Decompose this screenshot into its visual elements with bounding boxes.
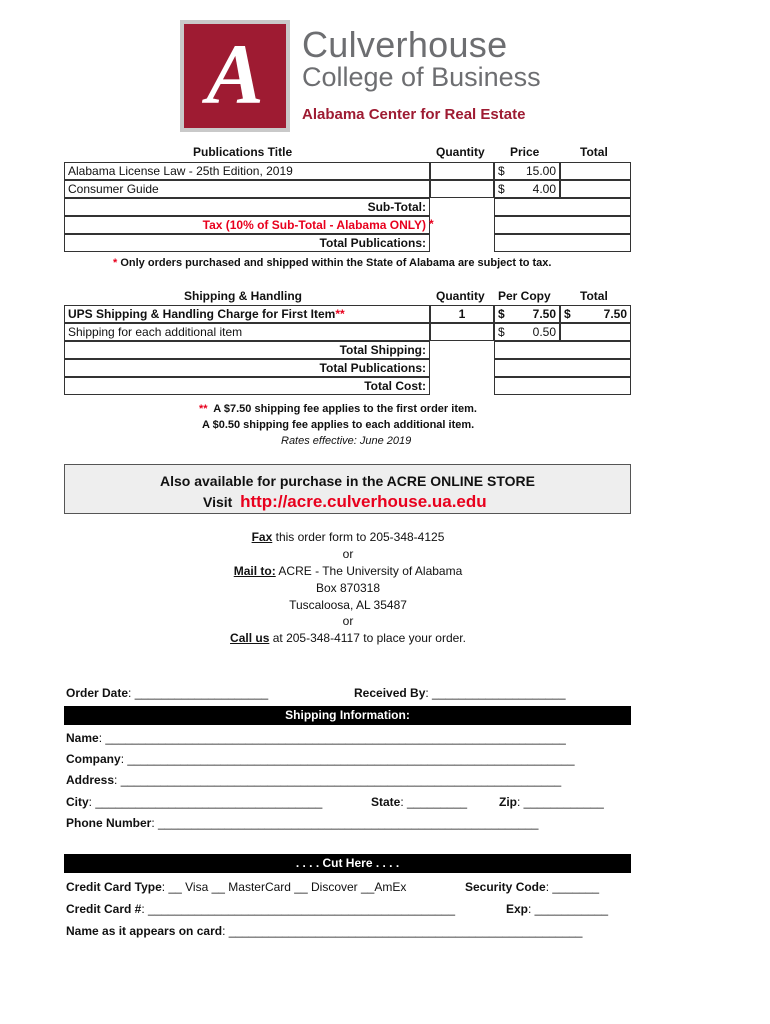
pub-tax-value [494, 216, 631, 234]
phone-line: : _________________________________________________________ [151, 816, 539, 830]
currency-sign: $ [498, 307, 505, 321]
city-label: City [66, 795, 89, 809]
state-label: State [371, 795, 401, 809]
company-field[interactable] [66, 752, 575, 766]
ship-first-item-text: UPS Shipping & Handling Charge for First Item [68, 307, 336, 321]
ship-first-per-copy [494, 305, 560, 323]
address-field[interactable] [66, 773, 561, 787]
tax-note-star: * [113, 257, 118, 269]
ship-additional-per-copy [494, 323, 560, 341]
ship-first-stars: ** [335, 307, 345, 321]
online-store-title: Also available for purchase in the ACRE ONLINE STORE [160, 473, 535, 489]
currency-sign: $ [498, 325, 505, 339]
fax-text: this order form to 205-348-4125 [272, 530, 445, 544]
tax-asterisk: * [429, 217, 434, 231]
shipping-info-bar: Shipping Information: [64, 706, 631, 725]
currency-sign: $ [498, 182, 505, 196]
name-label: Name [66, 731, 99, 745]
pub-row-total [560, 162, 631, 180]
brand-acre: Alabama Center for Real Estate [302, 106, 526, 123]
visit-label: Visit [203, 494, 233, 510]
or-2: or [342, 614, 354, 628]
shipping-note-2: A $0.50 shipping fee applies to each additional item. [202, 419, 475, 431]
shipping-note-stars: ** [199, 403, 208, 415]
pub-row-price [494, 162, 560, 180]
total-cost-value [494, 377, 631, 395]
online-store-visit [203, 492, 487, 512]
name-field[interactable] [66, 731, 566, 745]
order-date-line: : ____________________ [128, 686, 269, 700]
zip-field[interactable] [499, 795, 604, 809]
cc-num-label: Credit Card # [66, 902, 142, 916]
phone-field[interactable] [66, 816, 538, 830]
ship-additional-quantity[interactable] [430, 323, 494, 341]
total-cost-label: Total Cost: [64, 377, 430, 395]
pub-row-total [560, 180, 631, 198]
fax-label: Fax [251, 530, 273, 544]
cut-here-bar: . . . . Cut Here . . . . [64, 854, 631, 873]
currency-sign: $ [564, 307, 571, 321]
pub-total-value [494, 234, 631, 252]
store-url-link[interactable]: http://acre.culverhouse.ua.edu [240, 492, 487, 511]
brand-college: College of Business [302, 62, 541, 92]
per-copy-value: 7.50 [532, 307, 556, 321]
currency-sign: $ [498, 164, 505, 178]
name-on-card-field[interactable] [66, 924, 582, 938]
call-line [0, 631, 696, 645]
ship-total-publications-value [494, 359, 631, 377]
mail-box: Box 870318 [315, 581, 381, 595]
call-label: Call us [230, 631, 270, 645]
received-by-line: : ____________________ [425, 686, 566, 700]
ship-first-total [560, 305, 631, 323]
company-label: Company [66, 752, 121, 766]
address-line: : __________________________________________________________________ [114, 773, 562, 787]
security-label: Security Code [465, 880, 546, 894]
cc-type-options: : __ Visa __ MasterCard __ Discover __AmEx [161, 880, 407, 894]
mail-line [0, 564, 696, 578]
city-line: : __________________________________ [88, 795, 323, 809]
ship-first-item-label [64, 305, 430, 323]
ship-additional-total [560, 323, 631, 341]
price-value: 4.00 [532, 182, 556, 196]
mail-city: Tuscaloosa, AL 35487 [289, 598, 407, 612]
state-field[interactable] [371, 795, 467, 809]
total-shipping-label: Total Shipping: [64, 341, 430, 359]
brand-culverhouse: Culverhouse [302, 24, 508, 65]
credit-card-number-field[interactable] [66, 902, 455, 916]
phone-label: Phone Number [66, 816, 152, 830]
order-date-field[interactable] [66, 686, 268, 700]
call-text: at 205-348-4117 to place your order. [269, 631, 466, 645]
mail-label: Mail to: [233, 564, 276, 578]
pub-header-total: Total [580, 145, 608, 159]
company-line: : ___________________________________________________________________ [120, 752, 575, 766]
logo-letter: A [206, 26, 264, 122]
credit-card-type-field[interactable] [66, 880, 406, 894]
or-1: or [342, 547, 354, 561]
pub-tax-label [64, 216, 430, 234]
pub-row-title: Alabama License Law - 25th Edition, 2019 [64, 162, 430, 180]
ship-header-per-copy: Per Copy [498, 289, 551, 303]
order-date-label: Order Date [66, 686, 129, 700]
pub-total-label: Total Publications: [64, 234, 430, 252]
exp-label: Exp [506, 902, 529, 916]
ship-header-quantity: Quantity [436, 289, 485, 303]
cc-num-line: : ______________________________________________ [141, 902, 456, 916]
online-store-box [64, 464, 631, 514]
exp-field[interactable] [506, 902, 608, 916]
ship-header-total: Total [580, 289, 608, 303]
per-copy-value: 0.50 [532, 325, 556, 339]
rates-effective: Rates effective: June 2019 [281, 435, 412, 447]
security-code-field[interactable] [465, 880, 599, 894]
total-value: 7.50 [603, 307, 627, 321]
pub-header-title: Publications Title [193, 145, 293, 159]
zip-label: Zip [499, 795, 517, 809]
fax-line [0, 530, 696, 544]
name-line: : _____________________________________________________________________ [98, 731, 566, 745]
city-field[interactable] [66, 795, 322, 809]
state-line: : _________ [400, 795, 468, 809]
ship-first-quantity[interactable]: 1 [430, 305, 494, 323]
pub-row-price [494, 180, 560, 198]
name-card-line: : _____________________________________________________ [222, 924, 583, 938]
received-by-field[interactable] [354, 686, 566, 700]
tax-note-text: Only orders purchased and shipped within the State of Alabama are subject to tax. [120, 257, 552, 269]
shipping-note-1-text: A $7.50 shipping fee applies to the first order item. [213, 403, 477, 415]
pub-row-title: Consumer Guide [64, 180, 430, 198]
cc-type-label: Credit Card Type [66, 880, 162, 894]
pub-row-quantity[interactable] [430, 180, 494, 198]
address-label: Address [66, 773, 115, 787]
exp-line: : ___________ [528, 902, 609, 916]
mail-text: ACRE - The University of Alabama [275, 564, 463, 578]
received-by-label: Received By [354, 686, 426, 700]
shipping-note-1 [199, 403, 477, 415]
pub-subtotal-value [494, 198, 631, 216]
zip-line: : ____________ [517, 795, 604, 809]
ship-additional-label: Shipping for each additional item [64, 323, 430, 341]
price-value: 15.00 [525, 164, 556, 178]
pub-header-price: Price [510, 145, 540, 159]
ship-total-publications-label: Total Publications: [64, 359, 430, 377]
security-line: : _______ [545, 880, 600, 894]
ship-header-title: Shipping & Handling [184, 289, 302, 303]
pub-subtotal-label: Sub-Total: [64, 198, 430, 216]
pub-row-quantity[interactable] [430, 162, 494, 180]
tax-label-text: Tax (10% of Sub-Total - Alabama ONLY) [202, 218, 426, 232]
pub-header-quantity: Quantity [436, 145, 485, 159]
name-card-label: Name as it appears on card [66, 924, 223, 938]
tax-note [113, 257, 551, 269]
total-shipping-value [494, 341, 631, 359]
alabama-logo [180, 20, 290, 132]
